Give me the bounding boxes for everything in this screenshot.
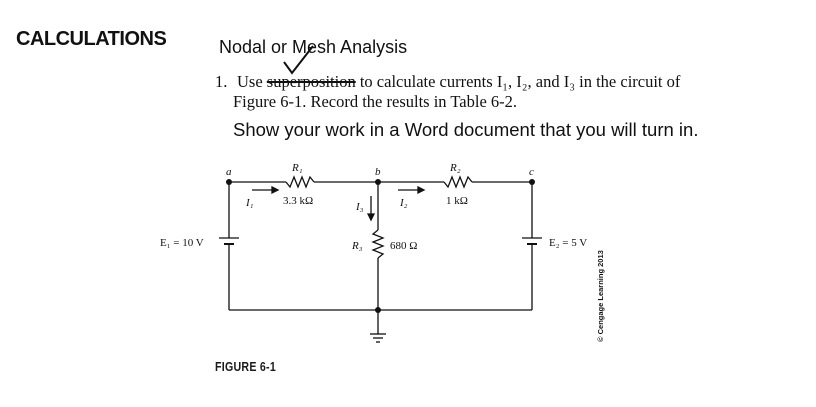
ground-icon — [370, 334, 386, 342]
question-number: 1. — [215, 72, 228, 91]
question-text: to calculate currents I₁, I₂, and I₃ in the circuit of — [359, 72, 681, 91]
node-c-dot — [529, 179, 535, 185]
r2-resistor-icon — [444, 177, 472, 187]
r1-name: R₁ — [292, 162, 303, 174]
instruction-note: Show your work in a Word document that you will turn in. — [233, 119, 699, 140]
calculations-heading: CALCULATIONS — [16, 28, 167, 50]
i2-arrow-icon — [398, 187, 424, 193]
question-prefix: Use — [237, 72, 263, 91]
r3-resistor-icon — [373, 230, 383, 258]
node-bottom-dot — [375, 307, 381, 313]
node-a-label: a — [226, 166, 232, 178]
figure-label: FIGURE 6-1 — [215, 360, 277, 374]
node-c-label: c — [529, 166, 534, 178]
r2-name: R₂ — [450, 162, 461, 174]
i1-label: I₁ — [246, 197, 254, 209]
r1-resistor-icon — [286, 177, 314, 187]
question-line-2: Figure 6-1. Record the results in Table 6-2. — [233, 92, 518, 111]
copyright-notice: © Cengage Learning 2013 — [596, 250, 605, 342]
r1-value: 3.3 kΩ — [283, 195, 314, 207]
i2-label: I₂ — [400, 197, 408, 209]
node-a-dot — [226, 179, 232, 185]
r3-value: 680 Ω — [390, 240, 418, 252]
node-b-label: b — [375, 166, 381, 178]
section-subheading: Nodal or Mesh Analysis — [219, 37, 408, 57]
r3-name: R₃ — [352, 240, 363, 252]
e1-label: E₁ = 10 V — [160, 237, 204, 249]
r2-value: 1 kΩ — [446, 195, 468, 207]
i3-arrow-icon — [368, 196, 374, 220]
i1-arrow-icon — [252, 187, 278, 193]
check-mark-icon — [284, 46, 313, 73]
i3-label: I₃ — [356, 201, 364, 213]
node-b-dot — [375, 179, 381, 185]
e2-label: E₂ = 5 V — [549, 237, 588, 249]
struck-word: superposition — [266, 72, 356, 91]
